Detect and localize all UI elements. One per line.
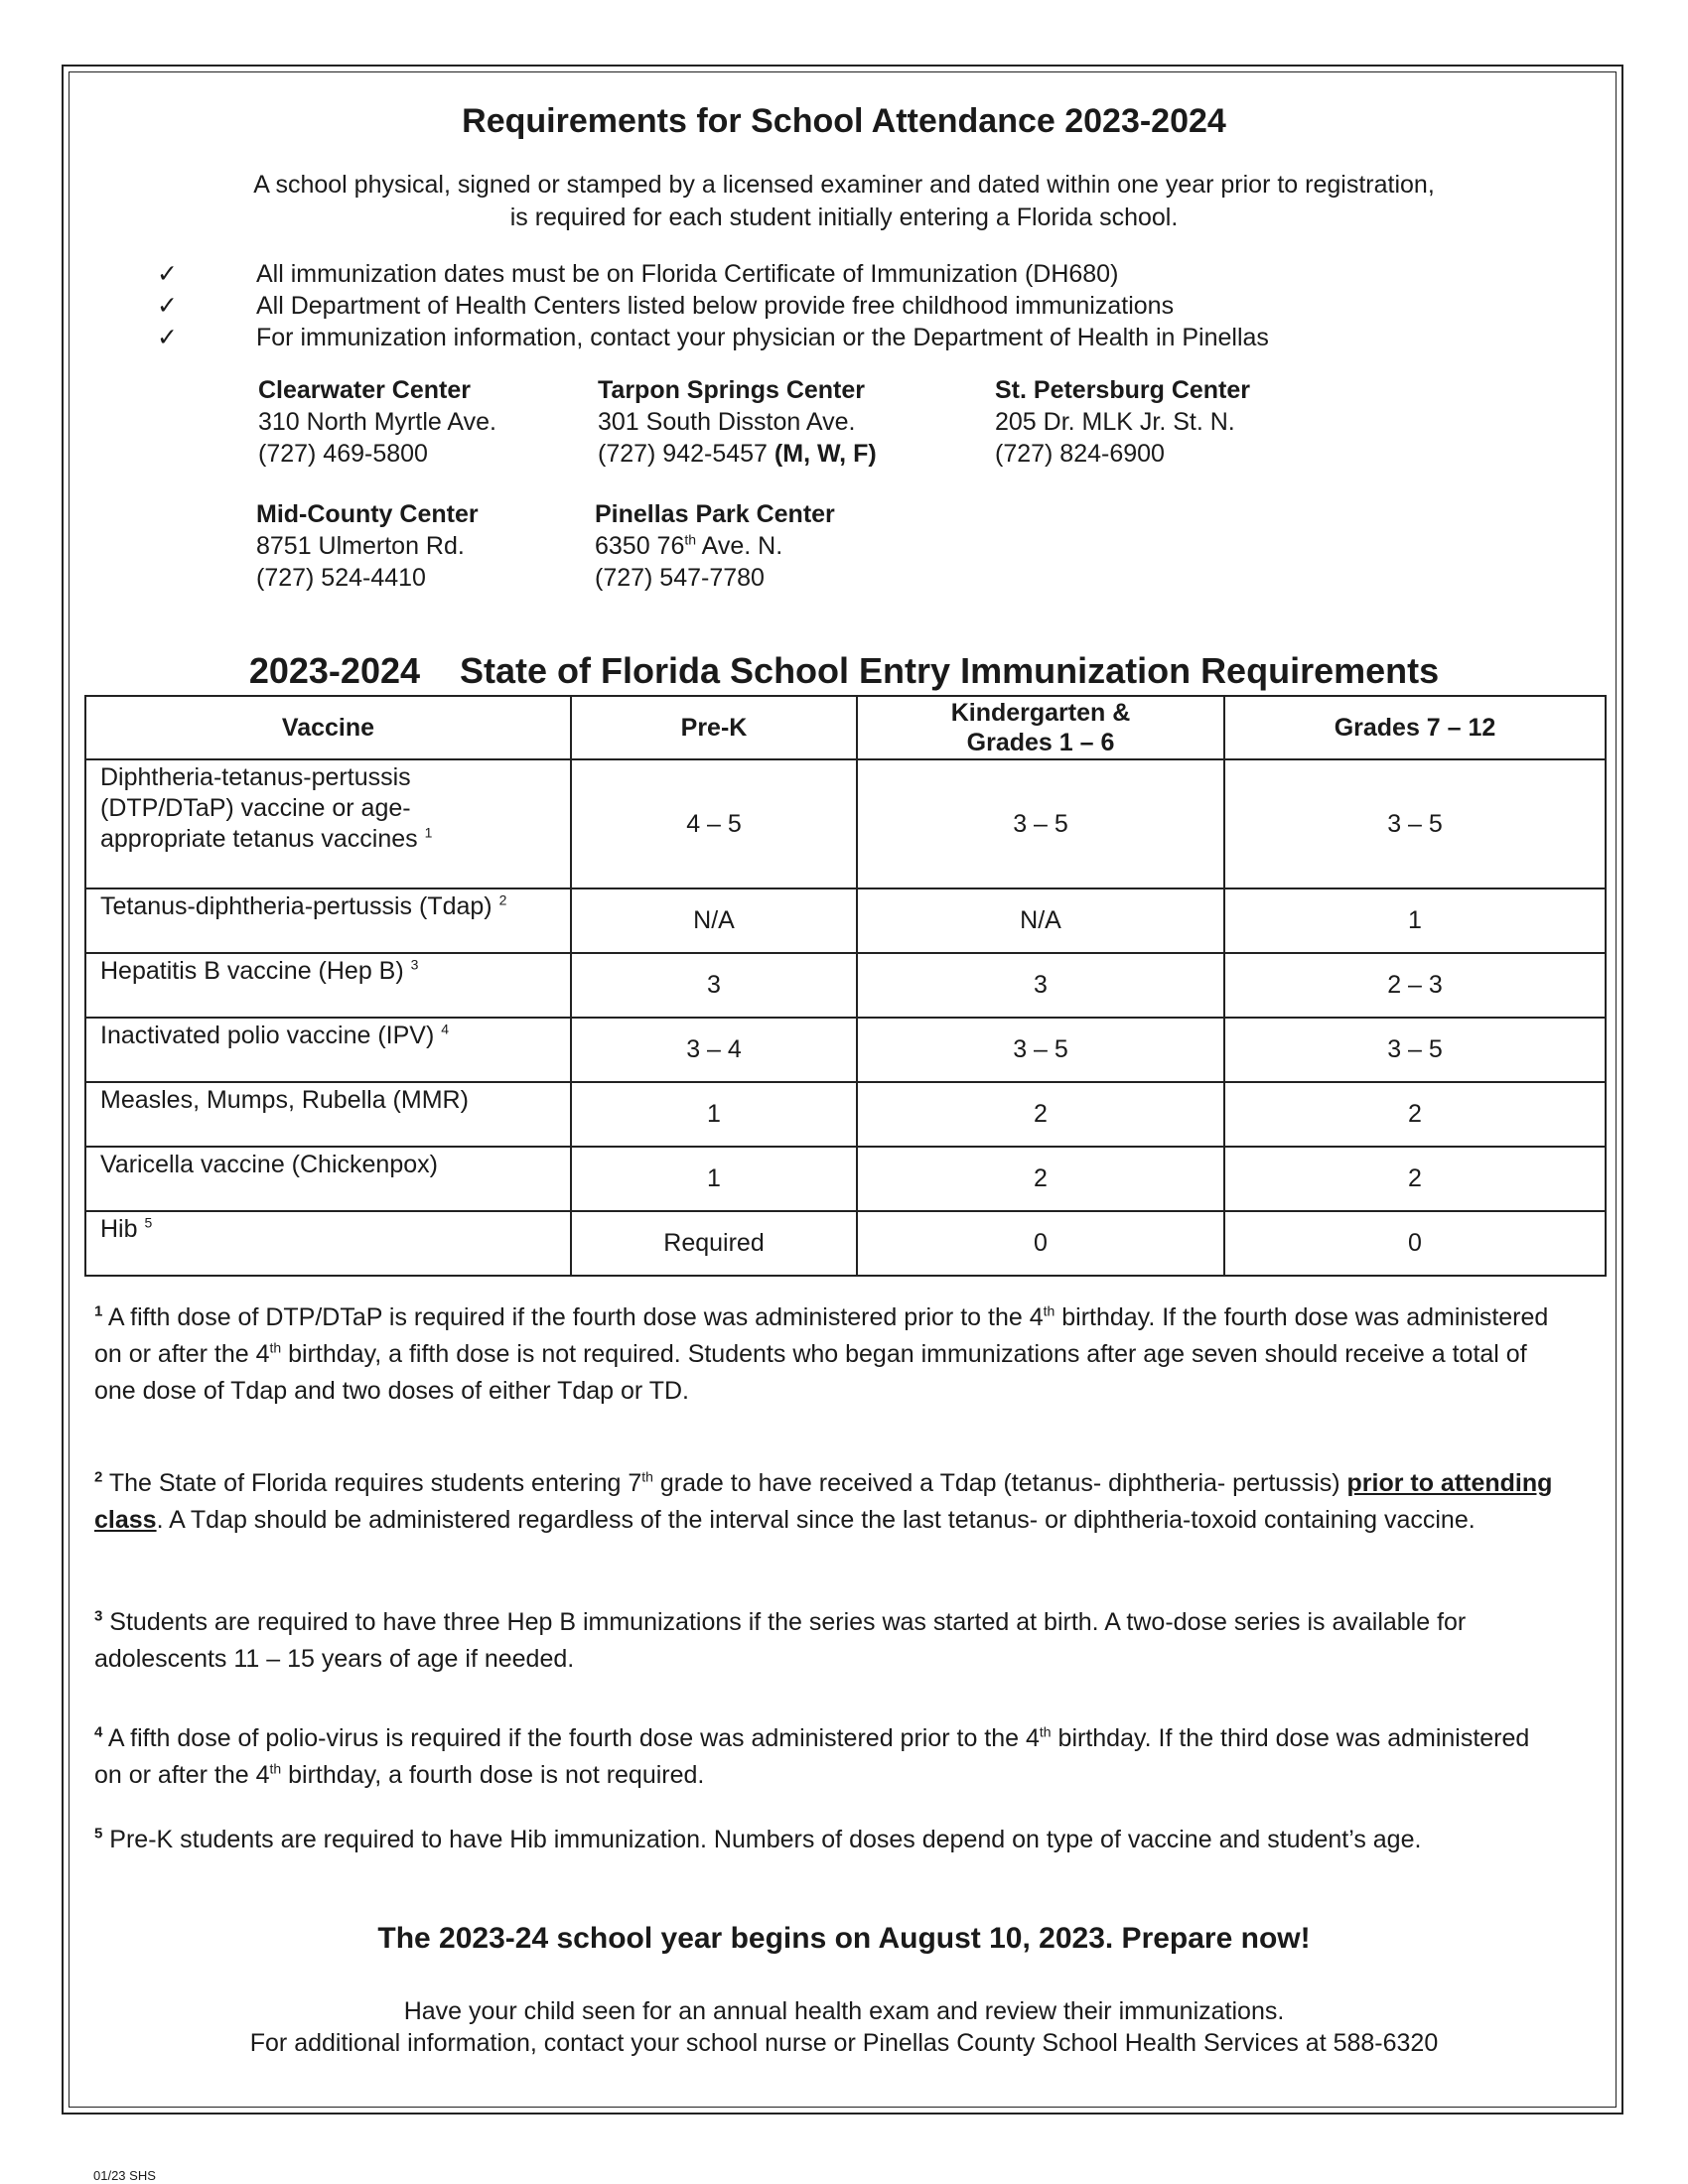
center-phone: (727) 547-7780: [595, 564, 765, 592]
vaccine-name-line: (DTP/DTaP) vaccine or age-: [100, 794, 411, 822]
checkmark-icon: ✓: [157, 260, 178, 288]
prek-cell: 3: [571, 953, 857, 1018]
prek-cell: 3 – 4: [571, 1018, 857, 1082]
form-code: 01/23 SHS: [93, 2168, 156, 2183]
vaccine-name: Hib: [100, 1215, 138, 1243]
g712-cell: 0: [1224, 1211, 1606, 1276]
ordinal-suffix: th: [641, 1468, 653, 1485]
intro-line-2: is required for each student initially entering a Florida school.: [509, 204, 1179, 231]
k6-cell: N/A: [857, 888, 1224, 953]
footnote-text: Pre-K students are required to have Hib immunization. Numbers of doses depend on type of vaccine and student’s age.: [102, 1826, 1422, 1853]
center-tarpon-springs: [598, 374, 877, 470]
vaccine-cell: Varicella vaccine (Chickenpox): [85, 1147, 571, 1211]
prek-cell: N/A: [571, 888, 857, 953]
ordinal-suffix: th: [1043, 1302, 1055, 1319]
intro-text: [0, 169, 1688, 234]
ordinal-suffix: th: [269, 1760, 282, 1777]
center-address: 301 South Disston Ave.: [598, 408, 856, 436]
center-address: [595, 530, 835, 562]
center-address: 310 North Myrtle Ave.: [258, 408, 496, 436]
vaccine-cell: [85, 1018, 571, 1082]
center-phone: (727) 942-5457: [598, 440, 768, 468]
closing-line-2: For additional information, contact your school nurse or Pinellas County School Health Services at 588-6320: [249, 2029, 1439, 2057]
vaccine-name: Inactivated polio vaccine (IPV): [100, 1022, 435, 1049]
k6-cell: 3 – 5: [857, 759, 1224, 888]
footnote-4: [94, 1720, 1564, 1794]
vaccine-name: Tetanus-diphtheria-pertussis (Tdap): [100, 892, 492, 920]
center-address: 205 Dr. MLK Jr. St. N.: [995, 408, 1235, 436]
center-name: Clearwater Center: [258, 376, 471, 404]
footnote-text: . A Tdap should be administered regardless of the interval since the last tetanus- or diphtheria-toxoid containing vaccine.: [156, 1506, 1476, 1534]
footnote-number: 3: [94, 1607, 103, 1625]
footnote-number: 4: [94, 1723, 103, 1741]
k6-cell: 3 – 5: [857, 1018, 1224, 1082]
ordinal-suffix: th: [269, 1339, 282, 1356]
footnote-ref: 5: [144, 1214, 153, 1231]
center-name: St. Petersburg Center: [995, 376, 1251, 404]
footnote-text: birthday, a fifth dose is not required. Students who began immunizations after age seven should receive a total of one dose of Tdap and two doses of either Tdap or TD.: [94, 1340, 1527, 1405]
footnote-text: The State of Florida requires students entering 7: [102, 1469, 642, 1497]
table-row: [85, 1082, 1606, 1147]
footnote-number: 5: [94, 1825, 103, 1843]
center-address: 8751 Ulmerton Rd.: [256, 532, 465, 560]
footnote-text: A fifth dose of polio-virus is required if the fourth dose was administered prior to the 4: [102, 1724, 1040, 1752]
k6-cell: 2: [857, 1082, 1224, 1147]
footnote-text: birthday. If the fourth dose was administered on or after the 4: [94, 1303, 1549, 1368]
footnote-1: [94, 1299, 1564, 1410]
k6-cell: 2: [857, 1147, 1224, 1211]
footnote-number: 1: [94, 1302, 103, 1320]
footnote-text: birthday, a fourth dose is not required.: [281, 1761, 705, 1789]
footnote-ref: 3: [410, 956, 419, 973]
ordinal-suffix: th: [1039, 1723, 1052, 1740]
table-header-row: [85, 696, 1606, 759]
footnote-text: birthday. If the third dose was administered on or after the 4: [94, 1724, 1530, 1789]
immunization-table: [84, 695, 1607, 1277]
col-header-vaccine: Vaccine: [85, 696, 571, 759]
table-row: [85, 759, 1606, 888]
address-street: Ave. N.: [696, 532, 783, 560]
footnote-2: [94, 1465, 1564, 1539]
center-hours-note: (M, W, F): [774, 440, 877, 468]
closing-line-1: Have your child seen for an annual health exam and review their immunizations.: [403, 1997, 1285, 2025]
footnote-ref: 1: [424, 824, 433, 841]
g712-cell: 1: [1224, 888, 1606, 953]
school-year-headline: The 2023-24 school year begins on August 10, 2023. Prepare now!: [377, 1922, 1311, 1955]
prek-cell: 1: [571, 1082, 857, 1147]
emphasis-text: prior to attending class: [94, 1469, 1553, 1534]
k6-cell: 0: [857, 1211, 1224, 1276]
center-phone: (727) 524-4410: [256, 564, 426, 592]
footnote-text: Students are required to have three Hep B immunizations if the series was started at birth. A two-dose series is available for adolescents 11 – 15 years of age if needed.: [94, 1608, 1467, 1673]
col-header-k6: [857, 696, 1224, 759]
footnote-ref: 2: [498, 891, 507, 908]
vaccine-cell: [85, 953, 571, 1018]
vaccine-cell: Measles, Mumps, Rubella (MMR): [85, 1082, 571, 1147]
footnote-3: [94, 1604, 1564, 1678]
checklist-item: All Department of Health Centers listed below provide free childhood immunizations: [256, 292, 1175, 320]
prek-cell: 1: [571, 1147, 857, 1211]
address-number: 6350 76: [595, 532, 685, 560]
vaccine-cell: [85, 888, 571, 953]
g712-cell: 3 – 5: [1224, 1018, 1606, 1082]
vaccine-name: Hepatitis B vaccine (Hep B): [100, 957, 404, 985]
footnote-number: 2: [94, 1468, 103, 1486]
vaccine-cell: [85, 759, 571, 888]
table-row: [85, 1018, 1606, 1082]
table-title: 2023-2024 State of Florida School Entry Immunization Requirements: [248, 650, 1440, 691]
header-line: Kindergarten &: [950, 699, 1131, 727]
footnote-ref: 4: [441, 1021, 450, 1037]
center-phone: (727) 824-6900: [995, 440, 1165, 468]
prek-cell: 4 – 5: [571, 759, 857, 888]
col-header-g712: Grades 7 – 12: [1224, 696, 1606, 759]
ordinal-suffix: th: [684, 531, 697, 548]
footnote-text: grade to have received a Tdap (tetanus- diphtheria- pertussis): [652, 1469, 1347, 1497]
col-header-prek: Pre-K: [571, 696, 857, 759]
center-clearwater: [258, 374, 496, 470]
table-row: [85, 953, 1606, 1018]
table-row: [85, 1147, 1606, 1211]
table-row: [85, 888, 1606, 953]
center-name: Tarpon Springs Center: [598, 376, 866, 404]
center-phone: (727) 469-5800: [258, 440, 428, 468]
checklist-item: All immunization dates must be on Florida Certificate of Immunization (DH680): [256, 260, 1119, 288]
prek-cell: Required: [571, 1211, 857, 1276]
footnote-text: A fifth dose of DTP/DTaP is required if the fourth dose was administered prior to the 4: [102, 1303, 1044, 1331]
checkmark-icon: ✓: [157, 324, 178, 351]
center-pinellas-park: [595, 498, 835, 594]
center-name: Mid-County Center: [256, 500, 479, 528]
vaccine-cell: [85, 1211, 571, 1276]
g712-cell: 3 – 5: [1224, 759, 1606, 888]
k6-cell: 3: [857, 953, 1224, 1018]
center-st-petersburg: [995, 374, 1250, 470]
g712-cell: 2: [1224, 1082, 1606, 1147]
header-line: Grades 1 – 6: [966, 729, 1115, 756]
g712-cell: 2: [1224, 1147, 1606, 1211]
footnote-5: [94, 1822, 1564, 1858]
table-row: [85, 1211, 1606, 1276]
page-title: Requirements for School Attendance 2023-2024: [462, 102, 1226, 140]
center-mid-county: [256, 498, 479, 594]
closing-text: [0, 1995, 1688, 2059]
checkmark-icon: ✓: [157, 292, 178, 320]
center-name: Pinellas Park Center: [595, 500, 835, 528]
vaccine-name-line: Diphtheria-tetanus-pertussis: [100, 763, 411, 791]
intro-line-1: A school physical, signed or stamped by a licensed examiner and dated within one year prior to registration,: [253, 171, 1435, 199]
vaccine-name-line: appropriate tetanus vaccines: [100, 825, 418, 853]
g712-cell: 2 – 3: [1224, 953, 1606, 1018]
checklist-item: For immunization information, contact your physician or the Department of Health in Pinellas: [256, 324, 1269, 351]
